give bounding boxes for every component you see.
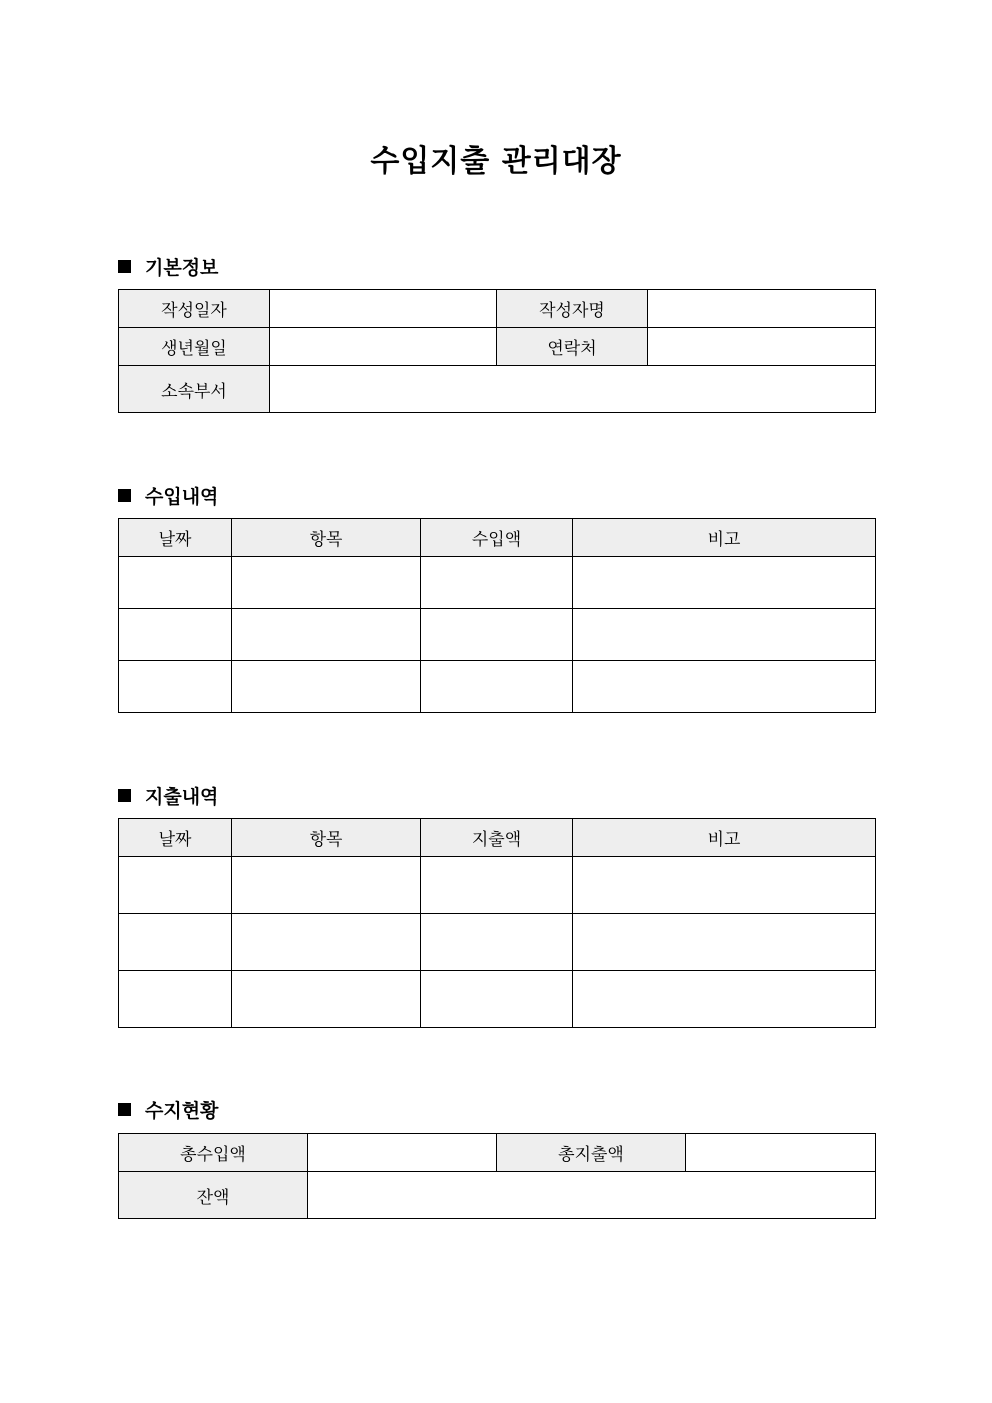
column-header-item: 항목 [232,519,421,557]
author-field[interactable] [648,290,876,328]
label-author: 작성자명 [497,290,648,328]
income-table [118,518,876,713]
column-header-amount: 수입액 [421,519,573,557]
note-cell[interactable] [573,914,876,971]
basic-info-table [118,289,876,413]
table-row [119,857,876,914]
contact-field[interactable] [648,328,876,366]
section-heading-label: 기본정보 [145,257,219,279]
label-contact: 연락처 [497,328,648,366]
column-header-amount: 지출액 [421,819,573,857]
section-heading-basic [118,253,218,280]
label-balance: 잔액 [119,1172,308,1219]
total-expense-field[interactable] [686,1134,876,1172]
item-cell[interactable] [232,557,421,609]
table-row [119,609,876,661]
note-cell[interactable] [573,857,876,914]
section-heading-summary [118,1096,218,1123]
square-bullet-icon [118,1103,131,1116]
column-header-date: 날짜 [119,519,232,557]
birth-field[interactable] [270,328,497,366]
section-heading-expense [118,782,218,809]
dept-field[interactable] [270,366,876,413]
square-bullet-icon [118,260,131,273]
date-cell[interactable] [119,661,232,713]
item-cell[interactable] [232,857,421,914]
section-heading-label: 지출내역 [145,786,219,808]
column-header-note: 비고 [573,819,876,857]
column-header-note: 비고 [573,519,876,557]
table-row [119,661,876,713]
label-dept: 소속부서 [119,366,270,413]
balance-field[interactable] [308,1172,876,1219]
square-bullet-icon [118,489,131,502]
amount-cell[interactable] [421,661,573,713]
column-header-item: 항목 [232,819,421,857]
amount-cell[interactable] [421,857,573,914]
date-cell[interactable] [119,609,232,661]
column-header-date: 날짜 [119,819,232,857]
note-cell[interactable] [573,661,876,713]
label-date: 작성일자 [119,290,270,328]
date-cell[interactable] [119,914,232,971]
amount-cell[interactable] [421,971,573,1028]
item-cell[interactable] [232,609,421,661]
label-birth: 생년월일 [119,328,270,366]
note-cell[interactable] [573,971,876,1028]
amount-cell[interactable] [421,557,573,609]
section-heading-income [118,482,218,509]
section-heading-label: 수입내역 [145,486,219,508]
table-row [119,971,876,1028]
square-bullet-icon [118,789,131,802]
total-income-field[interactable] [308,1134,497,1172]
date-cell[interactable] [119,557,232,609]
table-row [119,557,876,609]
section-heading-label: 수지현황 [145,1100,219,1122]
summary-table [118,1133,876,1219]
page-title: 수입지출 관리대장 [370,144,622,179]
label-total-expense: 총지출액 [497,1134,686,1172]
date-field[interactable] [270,290,497,328]
date-cell[interactable] [119,971,232,1028]
note-cell[interactable] [573,609,876,661]
item-cell[interactable] [232,914,421,971]
amount-cell[interactable] [421,914,573,971]
label-total-income: 총수입액 [119,1134,308,1172]
date-cell[interactable] [119,857,232,914]
expense-table [118,818,876,1028]
item-cell[interactable] [232,971,421,1028]
note-cell[interactable] [573,557,876,609]
item-cell[interactable] [232,661,421,713]
amount-cell[interactable] [421,609,573,661]
table-row [119,914,876,971]
